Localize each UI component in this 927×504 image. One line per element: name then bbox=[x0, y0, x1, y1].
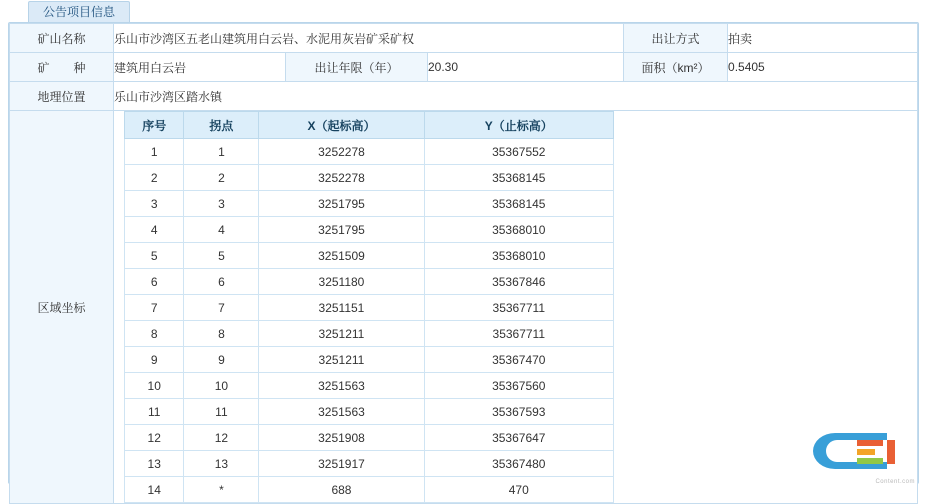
cell-point: 10 bbox=[184, 373, 259, 399]
cell-point: 9 bbox=[184, 347, 259, 373]
cell-point: 5 bbox=[184, 243, 259, 269]
cell-y: 35367560 bbox=[424, 373, 613, 399]
column-header-y: Y（止标高） bbox=[424, 112, 613, 139]
area-label: 面积（km²） bbox=[624, 53, 728, 82]
cell-x: 3252278 bbox=[259, 139, 424, 165]
tab-bar bbox=[0, 0, 927, 22]
cell-x: 3251211 bbox=[259, 321, 424, 347]
cell-seq: 5 bbox=[125, 243, 184, 269]
cell-seq: 6 bbox=[125, 269, 184, 295]
cell-point: 7 bbox=[184, 295, 259, 321]
cell-x: 3251151 bbox=[259, 295, 424, 321]
cell-x: 3251795 bbox=[259, 217, 424, 243]
table-row-region bbox=[10, 111, 918, 504]
cell-point: 1 bbox=[184, 139, 259, 165]
cell-x: 3251563 bbox=[259, 373, 424, 399]
table-row bbox=[125, 425, 614, 451]
cell-point: 11 bbox=[184, 399, 259, 425]
coordinates-table bbox=[124, 111, 614, 503]
column-header-point: 拐点 bbox=[184, 112, 259, 139]
cell-y: 35368145 bbox=[424, 165, 613, 191]
area-value: 0.5405 bbox=[728, 53, 918, 82]
location-label: 地理位置 bbox=[10, 82, 114, 111]
cell-x: 688 bbox=[259, 477, 424, 503]
cell-y: 35367480 bbox=[424, 451, 613, 477]
tab-announcement-info[interactable]: 公告项目信息 bbox=[28, 1, 130, 22]
table-row bbox=[125, 347, 614, 373]
region-coordinates-cell bbox=[114, 111, 918, 504]
cell-seq: 1 bbox=[125, 139, 184, 165]
cell-point: 12 bbox=[184, 425, 259, 451]
table-row bbox=[125, 477, 614, 503]
cell-y: 35368010 bbox=[424, 217, 613, 243]
transfer-method-value: 拍卖 bbox=[728, 24, 918, 53]
cell-y: 35367552 bbox=[424, 139, 613, 165]
mine-name-value: 乐山市沙湾区五老山建筑用白云岩、水泥用灰岩矿采矿权 bbox=[114, 24, 624, 53]
cell-y: 35368145 bbox=[424, 191, 613, 217]
cell-x: 3251180 bbox=[259, 269, 424, 295]
table-row bbox=[125, 243, 614, 269]
cell-point: 4 bbox=[184, 217, 259, 243]
table-row bbox=[125, 399, 614, 425]
cell-y: 35367711 bbox=[424, 321, 613, 347]
cell-x: 3251917 bbox=[259, 451, 424, 477]
cell-x: 3251795 bbox=[259, 191, 424, 217]
column-header-seq: 序号 bbox=[125, 112, 184, 139]
cell-x: 3252278 bbox=[259, 165, 424, 191]
project-info-table bbox=[9, 23, 918, 504]
cell-y: 35367711 bbox=[424, 295, 613, 321]
table-row bbox=[125, 321, 614, 347]
cell-seq: 8 bbox=[125, 321, 184, 347]
cell-y: 35367647 bbox=[424, 425, 613, 451]
cell-y: 35367593 bbox=[424, 399, 613, 425]
cell-point: 2 bbox=[184, 165, 259, 191]
table-row bbox=[125, 165, 614, 191]
info-panel bbox=[8, 22, 919, 497]
cell-seq: 10 bbox=[125, 373, 184, 399]
table-row bbox=[125, 139, 614, 165]
cell-point: 8 bbox=[184, 321, 259, 347]
column-header-x: X（起标高） bbox=[259, 112, 424, 139]
cell-seq: 11 bbox=[125, 399, 184, 425]
cell-point: * bbox=[184, 477, 259, 503]
cell-y: 35367470 bbox=[424, 347, 613, 373]
cell-x: 3251563 bbox=[259, 399, 424, 425]
cell-point: 13 bbox=[184, 451, 259, 477]
table-row bbox=[125, 373, 614, 399]
region-coordinates-label: 区域坐标 bbox=[10, 111, 114, 504]
cell-seq: 14 bbox=[125, 477, 184, 503]
mineral-type-value: 建筑用白云岩 bbox=[114, 53, 286, 82]
cell-y: 35367846 bbox=[424, 269, 613, 295]
cell-y: 470 bbox=[424, 477, 613, 503]
coordinates-header-row bbox=[125, 112, 614, 139]
table-row bbox=[10, 82, 918, 111]
cell-seq: 13 bbox=[125, 451, 184, 477]
location-value: 乐山市沙湾区踏水镇 bbox=[114, 82, 918, 111]
cell-point: 3 bbox=[184, 191, 259, 217]
cell-seq: 3 bbox=[125, 191, 184, 217]
mineral-type-label: 矿 种 bbox=[10, 53, 114, 82]
table-row bbox=[125, 269, 614, 295]
cell-x: 3251211 bbox=[259, 347, 424, 373]
term-label: 出让年限（年） bbox=[286, 53, 428, 82]
table-row bbox=[10, 53, 918, 82]
cell-seq: 4 bbox=[125, 217, 184, 243]
transfer-method-label: 出让方式 bbox=[624, 24, 728, 53]
table-row bbox=[125, 191, 614, 217]
term-value: 20.30 bbox=[428, 53, 624, 82]
cell-seq: 7 bbox=[125, 295, 184, 321]
cell-seq: 9 bbox=[125, 347, 184, 373]
cell-x: 3251908 bbox=[259, 425, 424, 451]
watermark-caption: Content.com bbox=[875, 479, 915, 485]
cell-seq: 12 bbox=[125, 425, 184, 451]
table-row bbox=[125, 451, 614, 477]
table-row bbox=[125, 295, 614, 321]
cell-x: 3251509 bbox=[259, 243, 424, 269]
coordinates-body bbox=[125, 139, 614, 503]
cell-seq: 2 bbox=[125, 165, 184, 191]
cell-y: 35368010 bbox=[424, 243, 613, 269]
cell-point: 6 bbox=[184, 269, 259, 295]
mine-name-label: 矿山名称 bbox=[10, 24, 114, 53]
table-row bbox=[125, 217, 614, 243]
table-row bbox=[10, 24, 918, 53]
